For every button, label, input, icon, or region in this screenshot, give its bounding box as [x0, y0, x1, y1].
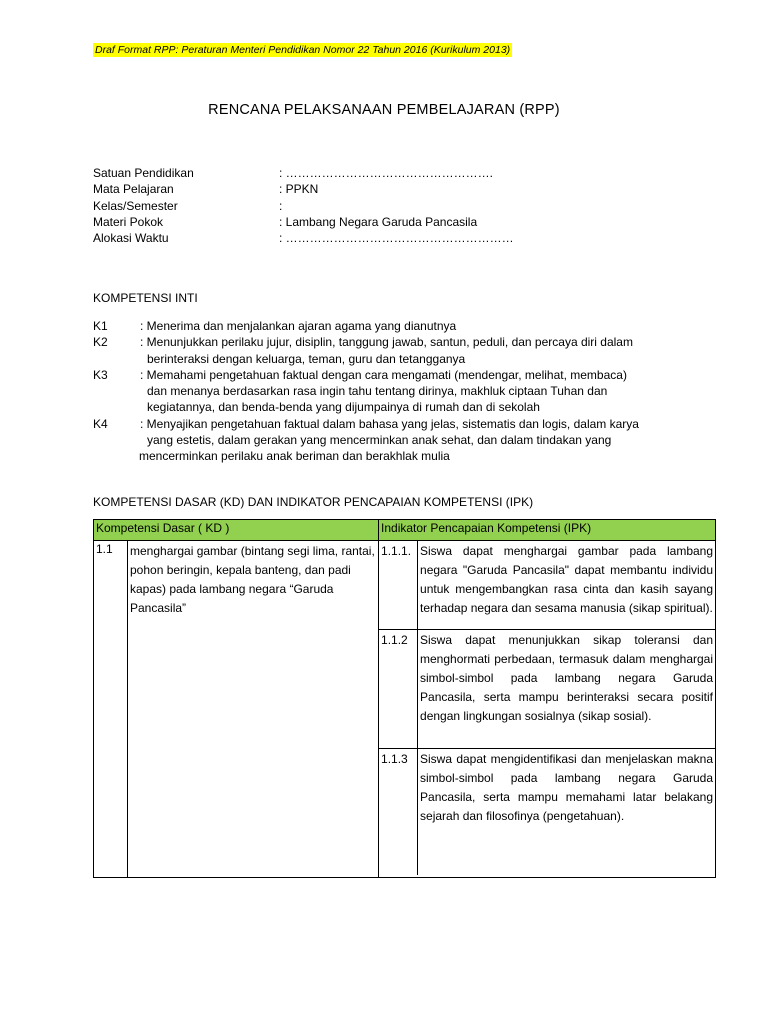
kd-text-cell [128, 541, 379, 878]
ki-heading: KOMPETENSI INTI [93, 291, 198, 305]
table-header-row [94, 520, 716, 541]
ki-code: K4 [93, 416, 108, 431]
ki-item [93, 416, 713, 465]
ki-code: K3 [93, 367, 108, 382]
identity-value: : PPKN [279, 182, 319, 197]
ipk-number: 1.1.2 [379, 630, 418, 748]
identity-label: Materi Pokok [93, 214, 164, 229]
identity-label: Alokasi Waktu [93, 231, 169, 246]
identity-value: : Lambang Negara Garuda Pancasila [279, 214, 478, 229]
ipk-text: Siswa dapat mengidentifikasi dan menjelaskan makna simbol-simbol pada lambang negara Garuda Pancasila, serta mampu memahami latar belakang sejarah dan filosofinya (pengetahuan). [420, 752, 714, 823]
identity-label: Kelas/Semester [93, 198, 178, 213]
kd-text: menghargai gambar (bintang segi lima, rantai, pohon beringin, kepala banteng, dan padi kapas) pada lambang negara “Garuda Pancasila” [130, 544, 375, 615]
ki-line: yang estetis, dalam gerakan yang mencerminkan anak sehat, dan dalam tindakan yang [147, 433, 612, 448]
draft-note: Draf Format RPP: Peraturan Menteri Pendidikan Nomor 22 Tahun 2016 (Kurikulum 2013) [95, 44, 511, 56]
page-title: RENCANA PELAKSANAAN PEMBELAJARAN (RPP) [208, 102, 560, 118]
ipk-item [379, 749, 715, 875]
ki-line: : Menyajikan pengetahuan faktual dalam bahasa yang jelas, sistematis dan logis, dalam karya [140, 416, 639, 431]
ipk-item [379, 630, 715, 749]
kd-heading: KOMPETENSI DASAR (KD) DAN INDIKATOR PENCAPAIAN KOMPETENSI (IPK) [93, 495, 534, 509]
ki-line: berinteraksi dengan keluarga, teman, guru dan tetangganya [147, 351, 466, 366]
ki-line: mencerminkan perilaku anak beriman dan berakhlak mulia [139, 449, 450, 464]
identity-label: Satuan Pendidikan [93, 166, 194, 180]
identity-row [93, 166, 514, 182]
ki-line: dan menanya berdasarkan rasa ingin tahu tentang dirinya, makhluk ciptaan Tuhan dan [147, 384, 608, 399]
ipk-item [379, 541, 715, 630]
ki-line: : Menerima dan menjalankan ajaran agama yang dianutnya [140, 319, 457, 333]
ki-code: K2 [93, 335, 108, 350]
ki-code: K1 [93, 319, 108, 333]
ki-item [93, 367, 713, 416]
kd-number: 1.1 [94, 541, 128, 878]
kd-ipk-table [93, 519, 716, 878]
identity-row [93, 215, 514, 231]
ki-line: kegiatannya, dan benda-benda yang dijumpainya di rumah dan di sekolah [147, 400, 540, 415]
identity-row [93, 182, 514, 198]
ipk-number: 1.1.3 [379, 749, 418, 875]
table-row [94, 541, 716, 878]
identity-row [93, 231, 514, 247]
ipk-number: 1.1.1. [379, 541, 418, 629]
ki-item [93, 334, 713, 367]
ki-item [93, 318, 713, 334]
identity-value: : ………………………………………………… [279, 231, 514, 246]
identity-label: Mata Pelajaran [93, 182, 174, 197]
identity-block [93, 166, 514, 247]
identity-value: : ……………………………………………. [279, 166, 494, 180]
ipk-text: Siswa dapat menunjukkan sikap toleransi dan menghormati perbedaan, termasuk dalam menghargai simbol-simbol pada lambang negara Garuda Pancasila, serta mampu berinteraksi secara positif dengan lingkungan sosialnya (sikap sosial). [420, 633, 714, 723]
ki-line: : Menunjukkan perilaku jujur, disiplin, tanggung jawab, santun, peduli, dan percaya diri dalam [140, 335, 633, 350]
ki-list [93, 318, 713, 465]
header-ipk: Indikator Pencapaian Kompetensi (IPK) [379, 520, 716, 541]
ki-line: : Memahami pengetahuan faktual dengan cara mengamati (mendengar, melihat, membaca) [140, 367, 627, 382]
ipk-text: Siswa dapat menghargai gambar pada lambang negara "Garuda Pancasila" dapat membantu individu untuk mengembangkan rasa cinta dan kasih sayang terhadap negara dan sesama manusia (sikap spiritual). [420, 544, 714, 615]
identity-row [93, 199, 514, 215]
ipk-cell [379, 541, 716, 878]
header-kd: Kompetensi Dasar ( KD ) [94, 520, 379, 541]
identity-value: : [279, 198, 283, 213]
